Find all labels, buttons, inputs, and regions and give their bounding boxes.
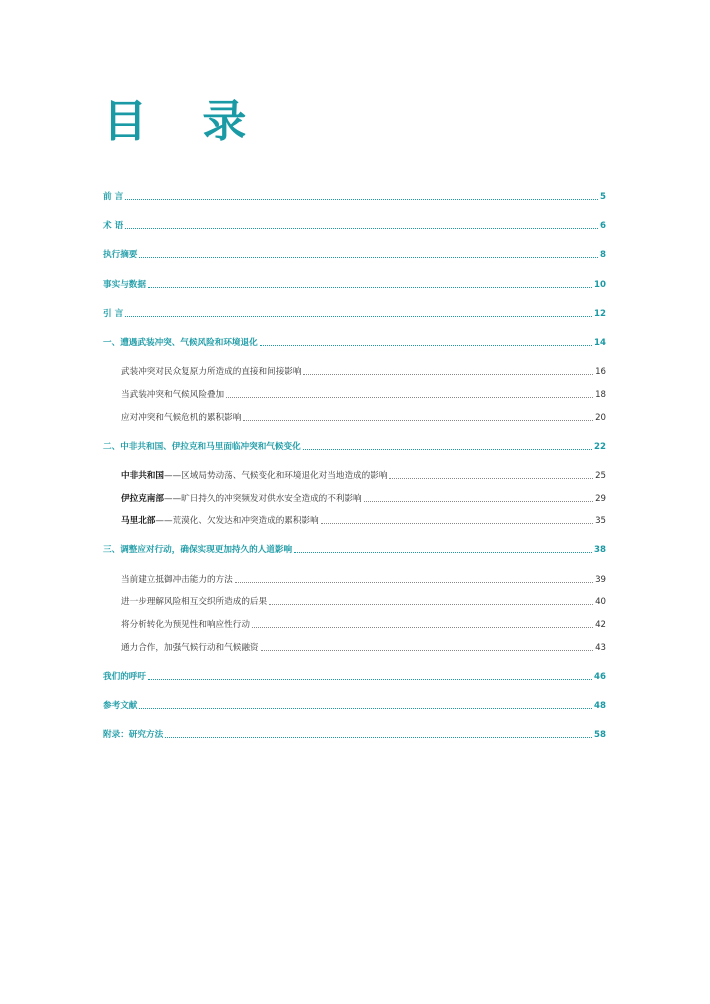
toc-entry-label-rest: ——区域局势动荡、气候变化和环境退化对当地造成的影响 [163, 470, 388, 481]
toc-entry-page: 43 [595, 642, 606, 653]
toc-entry-introduction[interactable] [103, 307, 606, 321]
toc-subentry[interactable] [103, 573, 606, 587]
toc-entry-page: 38 [594, 545, 606, 556]
toc-entry-page: 16 [595, 367, 606, 378]
toc-entry-references[interactable] [103, 699, 606, 713]
dot-leader [252, 626, 593, 628]
dot-leader [260, 344, 592, 346]
dot-leader [389, 477, 593, 479]
toc-entry-label: 术 语 [103, 221, 124, 232]
toc-entry-page: 10 [594, 279, 606, 290]
toc-entry-bold-label: 中非共和国 [121, 470, 164, 481]
dot-leader [165, 736, 592, 738]
toc-entry-label: 引 言 [103, 308, 124, 319]
dot-leader [294, 551, 592, 553]
toc-entry-page: 22 [594, 441, 606, 452]
toc-subentry[interactable] [103, 618, 606, 632]
toc-entry-preface[interactable] [103, 190, 606, 204]
toc-entry-page: 12 [594, 308, 606, 319]
toc-entry-page: 14 [594, 337, 606, 348]
toc-subentry[interactable] [103, 365, 606, 379]
toc-subentry[interactable] [103, 492, 606, 506]
toc-entry-bold-label: 伊拉克南部 [121, 493, 164, 504]
toc-entry-label: 事实与数据 [103, 279, 146, 290]
toc-entry-our-call[interactable] [103, 670, 606, 684]
dot-leader [226, 396, 593, 398]
toc-entry-label: 武装冲突对民众复原力所造成的直接和间接影响 [121, 367, 302, 378]
toc-entry-label [121, 514, 319, 528]
toc-entry-page: 6 [600, 221, 606, 232]
dot-leader [148, 286, 592, 288]
toc-entry-label: 附录：研究方法 [103, 730, 164, 741]
toc-entry-label: 三、调整应对行动，确保实现更加持久的人道影响 [103, 545, 293, 556]
dot-leader [269, 603, 593, 605]
dot-leader [139, 707, 592, 709]
toc-subentry[interactable] [103, 411, 606, 425]
toc-entry-label: 应对冲突和气候危机的累积影响 [121, 412, 242, 423]
toc-entry-page: 8 [600, 250, 606, 261]
toc-entry-label: 一、遭遇武装冲突、气候风险和环境退化 [103, 337, 258, 348]
toc-entry-page: 20 [595, 412, 606, 423]
toc-entry-terminology[interactable] [103, 219, 606, 233]
toc-entry-page: 18 [595, 389, 606, 400]
toc-entry-page: 25 [595, 470, 606, 481]
toc-subentry[interactable] [103, 388, 606, 402]
toc-entry-page: 5 [600, 192, 606, 202]
toc-entry-label-rest: ——旷日持久的冲突频发对供水安全造成的不利影响 [163, 493, 362, 504]
dot-leader [235, 581, 593, 583]
toc-entry-executive-summary[interactable] [103, 248, 606, 262]
toc-entry-chapter-2[interactable] [103, 440, 606, 454]
toc-subentry[interactable] [103, 641, 606, 655]
toc-entry-bold-label: 马里北部 [121, 516, 156, 527]
toc-entry-label: 执行摘要 [103, 250, 138, 261]
page-title: 目 录 [103, 96, 267, 147]
toc-entry-label: 将分析转化为预见性和响应性行动 [121, 620, 250, 630]
dot-leader [139, 256, 598, 258]
toc-entry-label [121, 469, 387, 483]
toc-subentry[interactable] [103, 469, 606, 483]
toc-entry-label: 二、中非共和国、伊拉克和马里面临冲突和气候变化 [103, 441, 301, 452]
toc-entry-page: 58 [594, 730, 606, 741]
toc-entry-page: 40 [595, 597, 606, 608]
dot-leader [125, 315, 592, 317]
toc-entry-label: 通力合作，加强气候行动和气候融资 [121, 642, 259, 653]
dot-leader [321, 522, 593, 524]
toc-entry-label [121, 492, 362, 506]
toc-entry-page: 29 [595, 493, 606, 504]
toc-entry-page: 39 [595, 574, 606, 585]
toc-entry-chapter-3[interactable] [103, 543, 606, 557]
toc-entry-label: 当前建立抵御冲击能力的方法 [121, 574, 233, 585]
toc-entry-page: 42 [595, 620, 606, 630]
dot-leader [303, 448, 592, 450]
toc-entry-chapter-1[interactable] [103, 336, 606, 350]
dot-leader [303, 373, 593, 375]
toc-entry-label: 当武装冲突和气候风险叠加 [121, 389, 225, 400]
dot-leader [125, 198, 598, 200]
dot-leader [364, 500, 593, 502]
toc-entry-page: 48 [594, 701, 606, 712]
toc-entry-label: 我们的呼吁 [103, 671, 146, 682]
toc-entry-label-rest: ——荒漠化、欠发达和冲突造成的累积影响 [155, 516, 319, 527]
toc-entry-appendix[interactable] [103, 728, 606, 742]
toc-entry-label: 进一步理解风险相互交织所造成的后果 [121, 597, 268, 608]
toc-entry-facts-figures[interactable] [103, 278, 606, 292]
toc-subentry[interactable] [103, 514, 606, 528]
table-of-contents [103, 190, 606, 757]
dot-leader [261, 649, 594, 651]
dot-leader [243, 419, 593, 421]
toc-entry-page: 46 [594, 671, 606, 682]
dot-leader [148, 678, 592, 680]
toc-entry-page: 35 [595, 516, 606, 527]
toc-subentry[interactable] [103, 595, 606, 609]
toc-entry-label: 参考文献 [103, 701, 138, 712]
dot-leader [125, 227, 598, 229]
toc-entry-label: 前 言 [103, 192, 124, 202]
